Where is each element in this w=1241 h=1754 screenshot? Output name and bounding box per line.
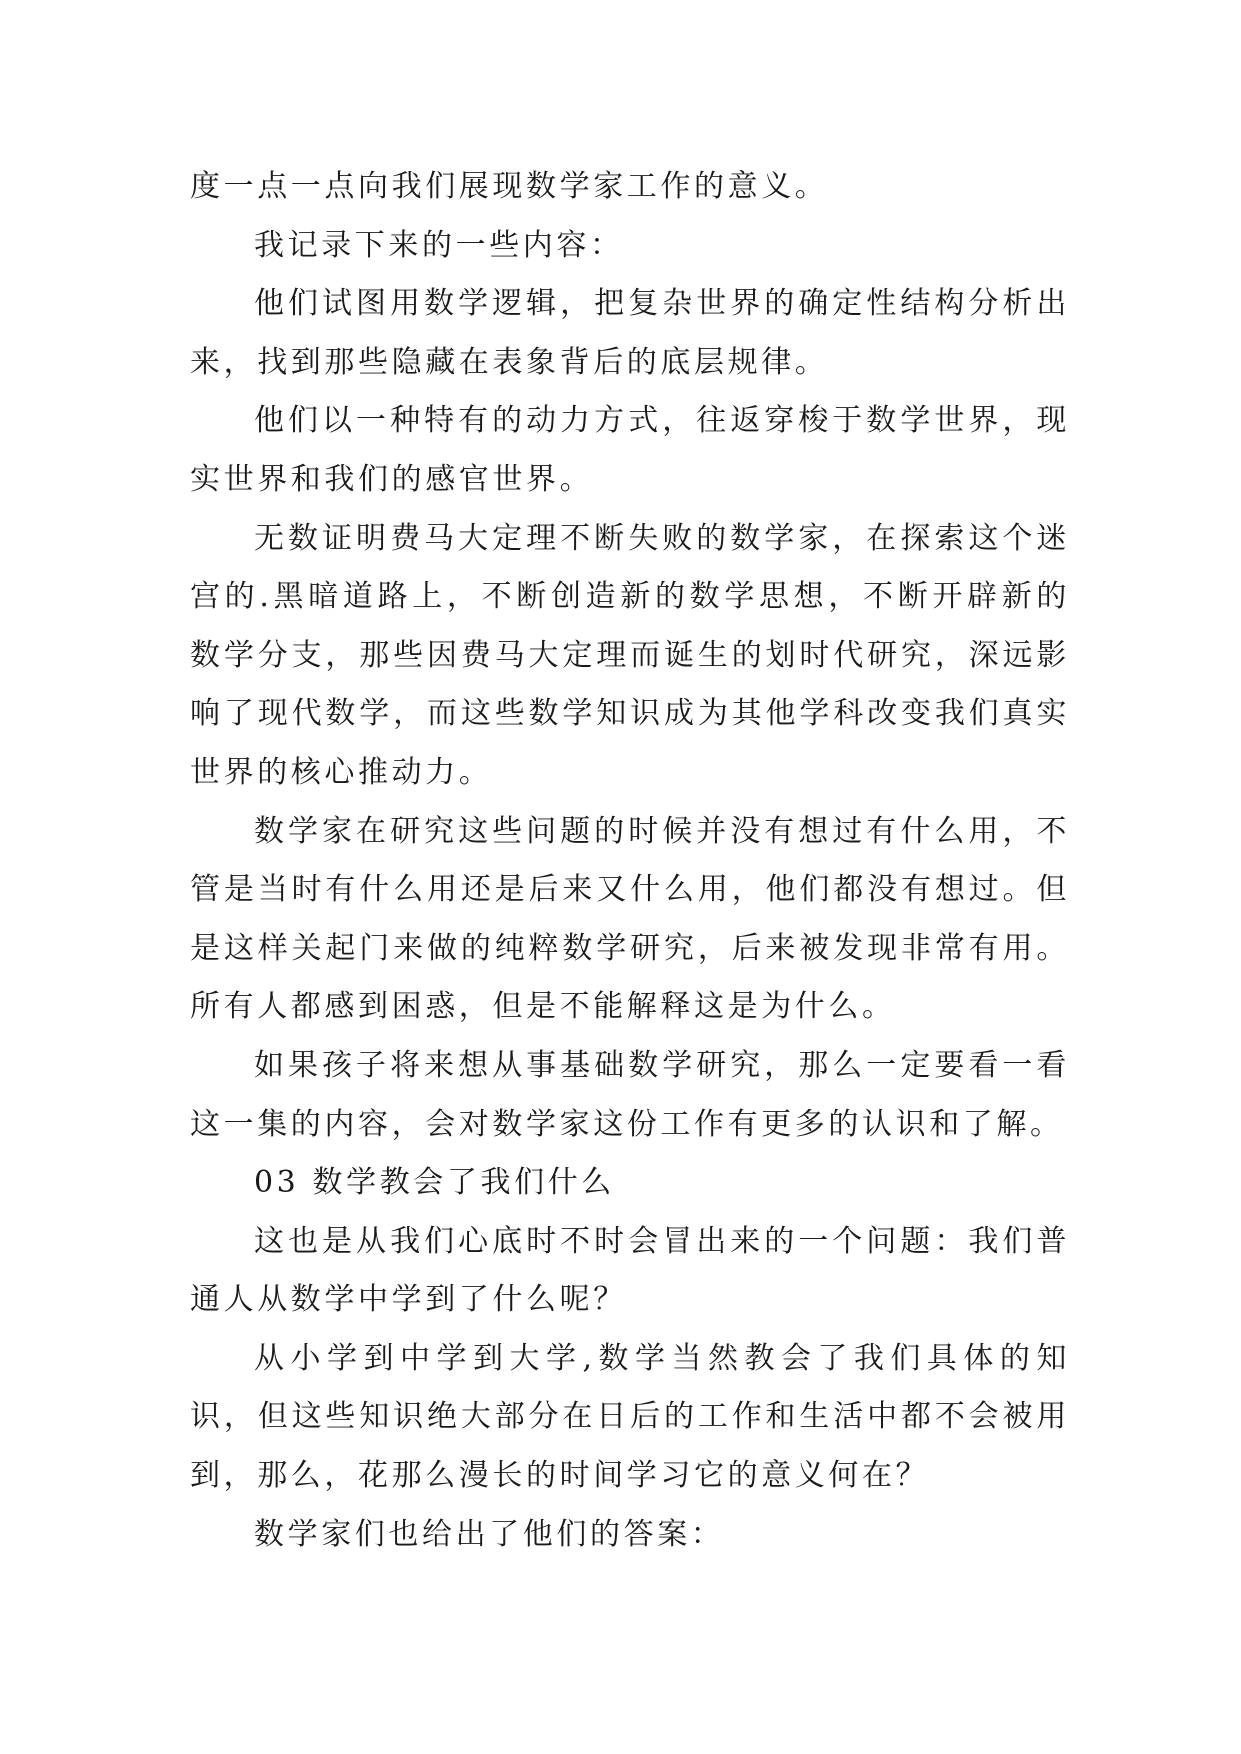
paragraph: 他们以一种特有的动力方式，往返穿梭于数学世界，现实世界和我们的感官世界。 [190, 403, 1070, 497]
paragraph: 从小学到中学到大学,数学当然教会了我们具体的知识，但这些知识绝大部分在日后的工作和生活中都不会被用到，那么，花那么漫长的时间学习它的意义何在？ [190, 1340, 1070, 1494]
paragraph: 这也是从我们心底时不时会冒出来的一个问题：我们普通人从数学中学到了什么呢？ [190, 1223, 1070, 1318]
paragraph: 他们试图用数学逻辑，把复杂世界的确定性结构分析出来，找到那些隐藏在表象背后的底层规律。 [190, 286, 1070, 380]
paragraph: 无数证明费马大定理不断失败的数学家，在探索这个迷宫的.黑暗道路上，不断创造新的数学思想，不断开辟新的数学分支，那些因费马大定理而诞生的划时代研究，深远影响了现代数学，而这些数学知识成为其他学科改变我们真实世界的核心推动力。 [190, 520, 1070, 790]
paragraph: 我记录下来的一些内容： [254, 227, 624, 263]
section-heading: 03 数学教会了我们什么 [254, 1165, 615, 1201]
paragraph: 度一点一点向我们展现数学家工作的意义。 [190, 169, 829, 204]
paragraph: 数学家们也给出了他们的答案： [254, 1516, 725, 1552]
paragraph: 数学家在研究这些问题的时候并没有想过有什么用，不管是当时有什么用还是后来又什么用，他们都没有想过。但是这样关起门来做的纯粹数学研究，后来被发现非常有用。所有人都感到困惑，但是不能解释这是为什么。 [190, 813, 1070, 1025]
paragraph: 如果孩子将来想从事基础数学研究，那么一定要看一看这一集的内容，会对数学家这份工作有更多的认识和了解。 [190, 1047, 1070, 1142]
document-body [190, 158, 1070, 1564]
